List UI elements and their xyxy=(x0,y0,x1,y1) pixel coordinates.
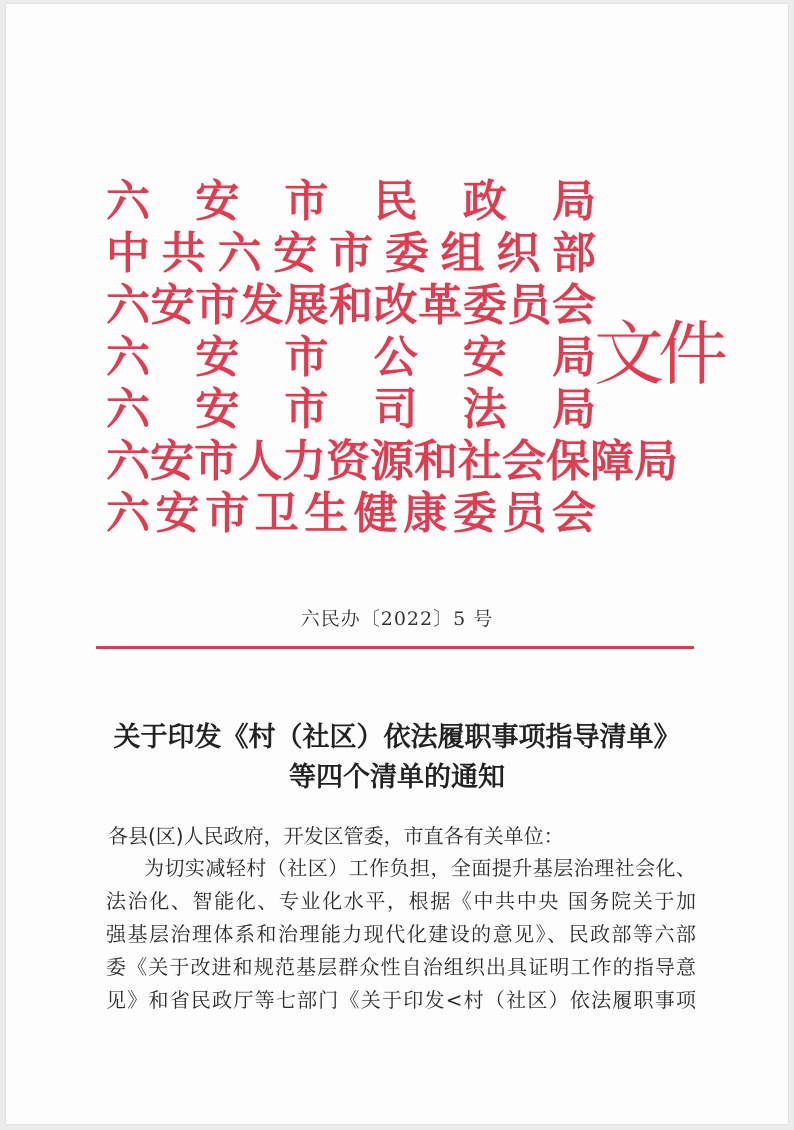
issuer-char: 市 xyxy=(284,332,329,383)
issuer-char: 会 xyxy=(502,436,546,487)
issuer-char: 社 xyxy=(458,436,502,487)
issuer-char: 法 xyxy=(462,384,507,435)
issuer-char: 员 xyxy=(502,488,547,539)
title-line-1: 关于印发《村（社区）依法履职事项指导清单》 xyxy=(113,722,681,753)
issuer-char: 会 xyxy=(551,488,596,539)
issuer-char: 障 xyxy=(590,436,634,487)
issuer-char: 委 xyxy=(452,488,497,539)
issuer-char: 员 xyxy=(507,280,552,331)
issuer-char: 公 xyxy=(373,332,418,383)
issuer-char: 健 xyxy=(353,488,398,539)
document-mark: 文件 xyxy=(594,313,722,395)
issuer-char: 六 xyxy=(106,384,150,435)
document-title xyxy=(60,718,734,798)
issuer-char: 局 xyxy=(634,436,678,487)
body-line: 强基层治理体系和治理能力现代化建设的意见》、民政部等六部 xyxy=(106,922,696,946)
issuer-line xyxy=(106,488,596,540)
issuer-char: 安 xyxy=(150,436,194,487)
issuer-line xyxy=(106,176,596,228)
issuer-char: 六 xyxy=(106,280,150,331)
issuer-char: 保 xyxy=(546,436,590,487)
issuer-char: 共 xyxy=(161,228,206,279)
issuer-char: 司 xyxy=(373,384,418,435)
issuer-char: 中 xyxy=(106,228,150,279)
issuer-char: 安 xyxy=(150,280,195,331)
issuer-char: 六 xyxy=(106,176,150,227)
issuer-char: 市 xyxy=(205,488,250,539)
issuer-char: 卫 xyxy=(254,488,299,539)
body-paragraph xyxy=(106,852,696,1017)
issuer-char: 安 xyxy=(195,176,240,227)
issuer-char: 安 xyxy=(155,488,200,539)
issuer-char: 发 xyxy=(239,280,284,331)
body-line: 委《关于改进和规范基层群众性自治组织出具证明工作的指导意 xyxy=(106,955,696,979)
issuer-char: 六 xyxy=(217,228,262,279)
issuer-char: 安 xyxy=(195,332,240,383)
issuer-char: 会 xyxy=(551,280,596,331)
issuer-line xyxy=(106,384,596,436)
issuer-char: 安 xyxy=(195,384,240,435)
issuer-char: 六 xyxy=(106,332,150,383)
issuer-char: 局 xyxy=(551,332,596,383)
issuer-char: 安 xyxy=(273,228,318,279)
issuer-char: 委 xyxy=(384,228,429,279)
issuer-char: 市 xyxy=(284,176,329,227)
issuer-line xyxy=(106,228,596,280)
issuer-char: 委 xyxy=(462,280,507,331)
issuer-char: 市 xyxy=(329,228,373,279)
issuer-char: 康 xyxy=(403,488,448,539)
body-line: 法治化、智能化、专业化水平，根据《中共中央 国务院关于加 xyxy=(106,889,696,913)
body-line: 见》和省民政厅等七部门《关于印发<村（社区）依法履职事项 xyxy=(106,988,696,1012)
issuer-char: 局 xyxy=(551,384,596,435)
red-divider-line xyxy=(96,646,694,649)
issuer-char: 革 xyxy=(418,280,463,331)
issuer-char: 力 xyxy=(282,436,326,487)
issuer-char: 市 xyxy=(195,280,240,331)
salutation: 各县(区)人民政府，开发区管委，市直各有关单位： xyxy=(108,824,564,848)
document-number: 六民办〔2022〕5 号 xyxy=(300,608,494,630)
issuer-char: 改 xyxy=(373,280,418,331)
issuer-line xyxy=(106,436,678,488)
issuer-char: 安 xyxy=(462,332,507,383)
issuer-char: 资 xyxy=(326,436,370,487)
issuer-char: 局 xyxy=(551,176,596,227)
issuer-char: 组 xyxy=(440,228,485,279)
issuer-char: 和 xyxy=(328,280,373,331)
issuer-line xyxy=(106,332,596,384)
issuer-char: 市 xyxy=(284,384,329,435)
issuer-char: 民 xyxy=(373,176,418,227)
issuer-char: 六 xyxy=(106,488,150,539)
issuer-char: 生 xyxy=(304,488,349,539)
issuer-char: 政 xyxy=(462,176,507,227)
issuer-line xyxy=(106,280,596,332)
body-line: 为切实减轻村（社区）工作负担，全面提升基层治理社会化、 xyxy=(144,856,696,880)
title-line-2: 等四个清单的通知 xyxy=(289,762,505,793)
issuer-char: 市 xyxy=(194,436,238,487)
issuer-char: 和 xyxy=(414,436,458,487)
issuer-char: 部 xyxy=(552,228,596,279)
issuer-char: 织 xyxy=(496,228,541,279)
issuer-char: 源 xyxy=(370,436,414,487)
issuer-char: 展 xyxy=(284,280,329,331)
issuer-char: 六 xyxy=(106,436,150,487)
issuer-char: 人 xyxy=(238,436,282,487)
